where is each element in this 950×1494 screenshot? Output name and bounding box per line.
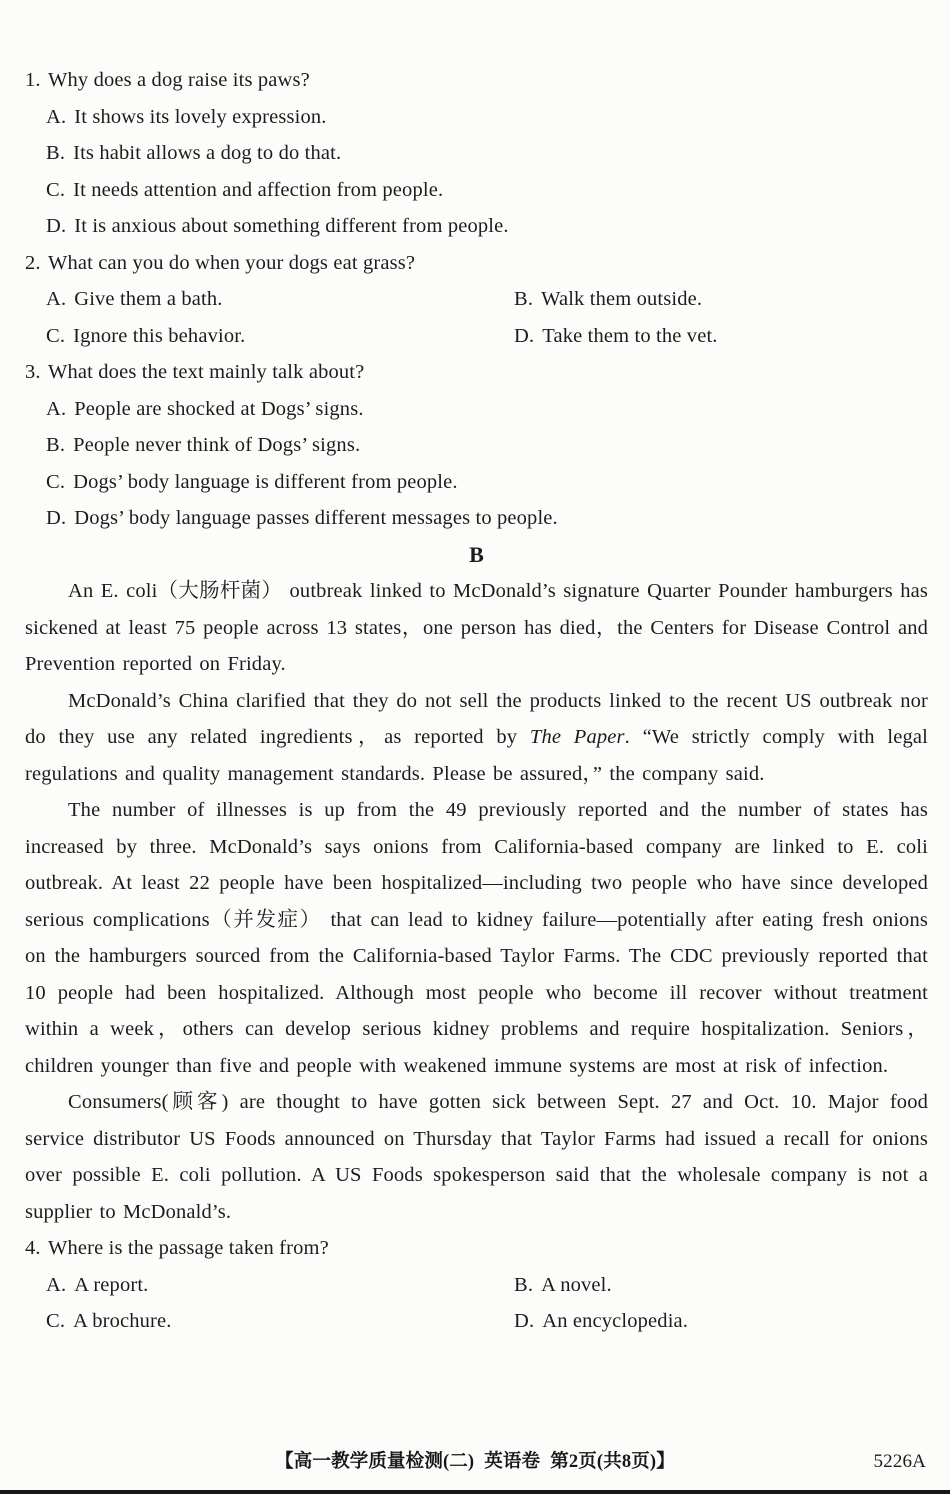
scan-edge-artifact [0, 1490, 950, 1494]
footer-paper-code: 5226A [873, 1451, 926, 1472]
passage-section-label: B [469, 541, 484, 567]
question-3 [25, 354, 928, 537]
question-2-stem [25, 245, 928, 282]
option-label: C. [46, 324, 66, 347]
page-footer [0, 1446, 950, 1478]
question-4-option-c [46, 1303, 514, 1340]
paragraph-2-text-pre: McDonald’s China clarified that they do not sell the products linked to the recent US outbreak nor do they use any related ingredients，as reported by [25, 689, 928, 748]
option-label: C. [46, 178, 66, 201]
option-label: D. [514, 324, 535, 347]
question-1-option-b [25, 135, 928, 172]
question-2-option-b [514, 281, 928, 318]
question-2-options [25, 281, 928, 354]
option-label: B. [46, 434, 66, 456]
passage-paragraph-1: An E. coli（大肠杆菌） outbreak linked to McDonald’s signature Quarter Pounder hamburgers has sickened at least 75 people across 13 states，one person has died，the Centers for Disease Control and Prevention reported on Friday. [25, 580, 928, 675]
question-1-text: Why does a dog raise its paws? [48, 69, 310, 91]
option-text: Give them a bath. [74, 288, 223, 310]
question-4-option-a [46, 1267, 514, 1304]
option-label: A. [46, 397, 67, 420]
option-label: A. [46, 288, 67, 310]
question-2-number: 2. [25, 251, 41, 274]
question-2-option-d [514, 318, 928, 355]
option-label: C. [46, 470, 66, 493]
option-label: A. [46, 1273, 67, 1296]
option-text: A novel. [541, 1273, 612, 1296]
question-3-option-b [25, 427, 928, 464]
option-label: C. [46, 1310, 66, 1332]
option-text: Dogs’ body language passes different messages to people. [74, 507, 558, 529]
question-3-option-d [25, 500, 928, 537]
option-text: People are shocked at Dogs’ signs. [74, 397, 364, 420]
option-label: B. [514, 288, 534, 310]
question-1-number: 1. [25, 69, 41, 91]
question-4-stem [25, 1230, 928, 1267]
question-4-number: 4. [25, 1237, 41, 1259]
option-text: Take them to the vet. [542, 324, 718, 347]
option-label: D. [514, 1310, 535, 1332]
question-4-text: Where is the passage taken from? [48, 1237, 329, 1259]
option-text: It is anxious about something different from people. [74, 215, 509, 237]
option-text: Ignore this behavior. [73, 324, 246, 347]
passage-paragraph-2 [25, 683, 928, 793]
option-text: It needs attention and affection from people. [73, 178, 444, 201]
option-text: Its habit allows a dog to do that. [73, 142, 342, 164]
question-4-options [25, 1267, 928, 1340]
question-4-option-b [514, 1267, 928, 1304]
question-4-option-d [514, 1303, 928, 1340]
option-text: People never think of Dogs’ signs. [73, 434, 361, 456]
question-1-option-d [25, 208, 928, 245]
question-1-stem [25, 62, 928, 99]
question-3-text: What does the text mainly talk about? [48, 361, 365, 383]
question-3-number: 3. [25, 361, 41, 383]
question-2-text: What can you do when your dogs eat grass? [48, 251, 416, 274]
option-text: A report. [74, 1273, 149, 1296]
paragraph-2-text-post: . “We strictly comply with legal regulations and quality management standards. Please be assured，” the company said. [25, 726, 928, 785]
option-text: It shows its lovely expression. [74, 105, 327, 128]
question-4 [25, 1230, 928, 1340]
question-2-option-a [46, 281, 514, 318]
option-label: D. [46, 507, 67, 529]
option-text: A brochure. [73, 1310, 172, 1332]
passage-paragraph-4: Consumers(顾客) are thought to have gotten sick between Sept. 27 and Oct. 10. Major food service distributor US Foods announced on Thursday that Taylor Farms had issued a recall for onions over possible E. coli pollution. A US Foods spokesperson said that the wholesale company is not a supplier to McDonald’s. [25, 1091, 928, 1223]
question-1-option-a [25, 99, 928, 136]
option-label: D. [46, 215, 67, 237]
option-label: B. [46, 142, 66, 164]
footer-exam-info [0, 1446, 950, 1478]
option-text: Dogs’ body language is different from people. [73, 470, 458, 493]
paragraph-2-italic-title: The Paper [529, 726, 625, 748]
footer-page-info: 第2页(共8页)】 [550, 1452, 675, 1472]
question-1 [25, 62, 928, 245]
question-2 [25, 245, 928, 355]
option-text: Walk them outside. [541, 288, 703, 310]
question-3-option-a [25, 391, 928, 428]
option-label: B. [514, 1273, 534, 1296]
footer-paper-name: 英语卷 [484, 1452, 541, 1472]
question-3-option-c [25, 464, 928, 501]
question-1-option-c [25, 172, 928, 209]
option-label: A. [46, 105, 67, 128]
option-text: An encyclopedia. [542, 1310, 689, 1332]
question-2-option-c [46, 318, 514, 355]
passage-paragraph-3: The number of illnesses is up from the 49 previously reported and the number of states has increased by three. McDonald’s says onions from California-based company are linked to E. coli outbreak. At least 22 people have been hospitalized—including two people who have since developed serious complications（并发症） that can lead to kidney failure—potentially after eating fresh onions on the hamburgers sourced from the California-based Taylor Farms. The CDC previously reported that 10 people had been hospitalized. Although most people who become ill recover without treatment within a week，others can develop serious kidney problems and require hospitalization. Seniors，children younger than five and people with weakened immune systems are most at risk of infection. [25, 799, 928, 1077]
question-3-stem [25, 354, 928, 391]
footer-exam-title: 【高一教学质量检测(二) [275, 1452, 475, 1472]
